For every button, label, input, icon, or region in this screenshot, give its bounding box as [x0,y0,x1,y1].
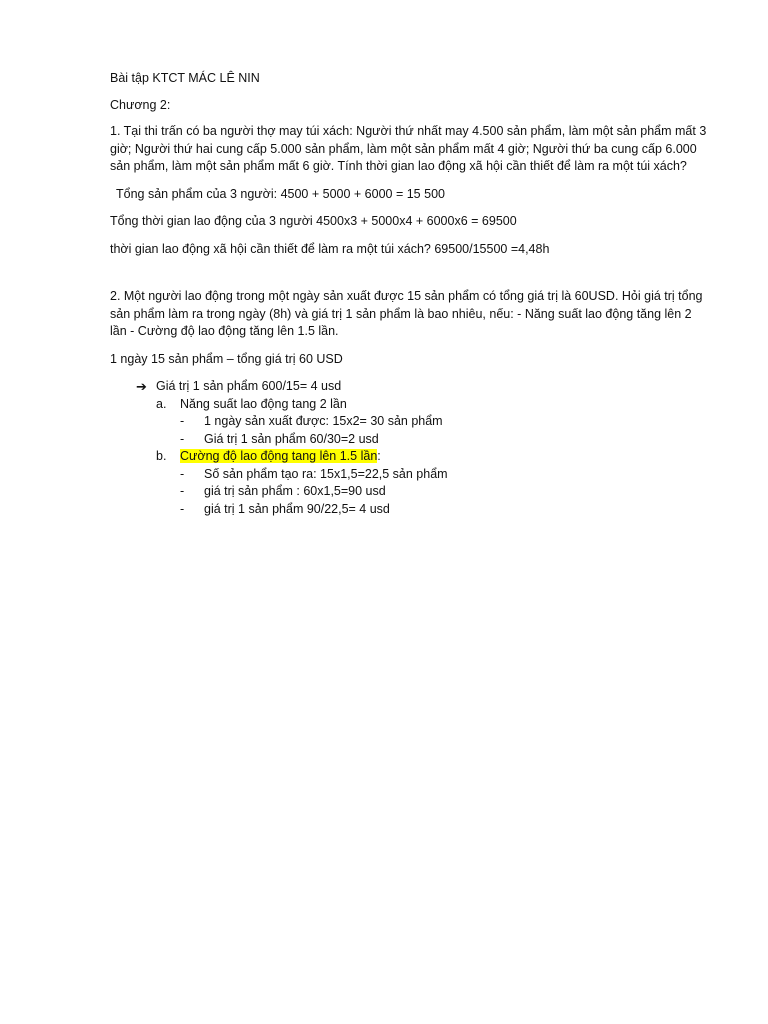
list-marker-a: a. [156,396,167,411]
dash-bullet: - [180,431,185,446]
question-1: 1. Tại thi trấn có ba người thợ may túi xách: Người thứ nhất may 4.500 sản phẩm, làm một sản phẩm mất 3 giờ; Người thứ hai cung cấp 5.000 sản phẩm, làm một sản phẩm mất 4 giờ; Người thứ ba cung cấp 6.000 sản phẩm, làm một sản phẩm mất 6 giờ. Tính thời gian lao động xã hội cần thiết để làm ra một túi xách? [110,124,707,173]
q2-case-b-label-wrap [180,448,381,466]
q1-answer: thời gian lao động xã hội cần thiết để làm ra một túi xách? 69500/15500 =4,48h [110,241,550,256]
list-marker-b: b. [156,449,167,463]
q2-case-a-item: 1 ngày sản xuất được: 15x2= 30 sản phẩm [204,414,443,428]
q1-total-products: Tổng sản phẩm của 3 người: 4500 + 5000 + 6000 = 15 500 [116,186,445,201]
list-item [110,483,710,501]
q2-case-a-item: Giá trị 1 sản phẩm 60/30=2 usd [204,431,379,446]
dash-bullet: - [180,466,185,481]
q2-unit-value: Giá trị 1 sản phẩm 600/15= 4 usd [156,379,342,393]
chapter-heading: Chương 2: [110,97,171,112]
arrow-right-icon: ➔ [136,379,147,394]
doc-title: Bài tập KTCT MÁC LÊ NIN [110,71,260,85]
list-item [110,501,710,519]
q2-case-b-item: giá trị 1 sản phẩm 90/22,5= 4 usd [204,501,390,516]
dash-bullet: - [180,414,185,428]
list-item [110,431,710,449]
q1-total-time: Tổng thời gian lao động của 3 người 4500x3 + 5000x4 + 6000x6 = 69500 [110,214,517,228]
q2-case-b-item: giá trị sản phẩm : 60x1,5=90 usd [204,484,386,498]
q2-solution-list [110,378,710,518]
label-suffix: : [377,449,381,463]
list-item [110,466,710,484]
dash-bullet: - [180,501,185,516]
document-page [110,70,710,518]
list-item [110,378,710,396]
q2-case-a-label: Năng suất lao động tang 2 lần [180,396,347,411]
question-2: 2. Một người lao động trong một ngày sản xuất được 15 sản phẩm có tổng giá trị là 60USD. Hỏi giá trị tổng sản phẩm làm ra trong ngày (8h) và giá trị 1 sản phẩm là bao nhiêu, nếu: - Năng suất lao động tăng lên 2 lần - Cường độ lao động tăng lên 1.5 lần. [110,289,703,338]
q2-given: 1 ngày 15 sản phẩm – tổng giá trị 60 USD [110,351,343,366]
dash-bullet: - [180,484,185,498]
list-item [110,448,710,466]
q2-case-b-item: Số sản phẩm tạo ra: 15x1,5=22,5 sản phẩm [204,466,448,481]
list-item [110,396,710,414]
list-item [110,413,710,431]
highlighted-text: Cường độ lao động tang lên 1.5 lần [180,449,378,463]
